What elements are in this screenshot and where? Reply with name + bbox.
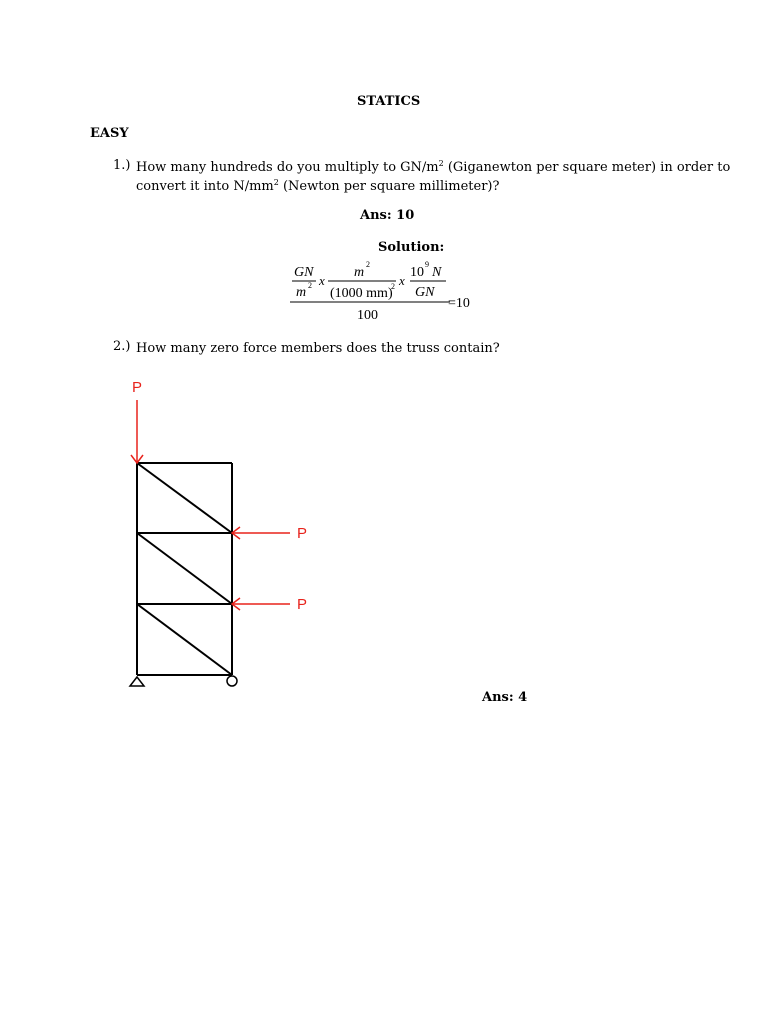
formula-f3-numerator-base: 10 xyxy=(410,265,424,280)
question-2-text: How many zero force members does the truss contain? xyxy=(136,341,500,356)
question-1-line-1-pre: How many hundreds do you multiply to GN/m xyxy=(136,160,439,175)
question-1-line-2-pre: convert it into N/mm xyxy=(136,179,274,194)
truss-diagonal-1 xyxy=(137,463,232,533)
truss-diagonal-2 xyxy=(137,533,232,604)
solution-label: Solution: xyxy=(378,240,445,255)
question-1-line-2-sup: 2 xyxy=(273,178,279,187)
roller-support-icon xyxy=(227,676,237,686)
formula-f3-denominator: GN xyxy=(415,285,435,300)
formula-times-1: x xyxy=(319,273,325,288)
question-1-number: 1.) xyxy=(113,158,131,173)
formula-f3-numerator-unit: N xyxy=(432,265,442,280)
formula-times-2: x xyxy=(399,273,405,288)
question-1-answer: Ans: 10 xyxy=(360,208,415,223)
truss-diagonal-3 xyxy=(137,604,232,675)
pin-support-icon xyxy=(130,677,144,686)
formula-f2-denominator-exponent: 2 xyxy=(391,282,395,291)
formula-f3-numerator-exponent: 9 xyxy=(425,260,429,269)
section-heading: EASY xyxy=(90,126,129,141)
formula-f2-numerator-exponent: 2 xyxy=(366,260,370,269)
load-label-lower: P xyxy=(297,596,308,613)
question-1-line-1-sup: 2 xyxy=(438,159,444,168)
load-label-top: P xyxy=(132,379,143,396)
formula-outer-denominator: 100 xyxy=(357,308,378,323)
document-title: STATICS xyxy=(357,94,421,109)
formula-f1-denominator: m xyxy=(296,285,307,300)
formula-f1-denominator-exponent: 2 xyxy=(308,281,312,290)
question-1-line-1-post: (Giganewton per square meter) in order to xyxy=(443,160,731,175)
question-2-answer: Ans: 4 xyxy=(482,690,528,705)
formula-result: =10 xyxy=(448,296,470,311)
formula-f2-numerator: m xyxy=(354,265,365,280)
formula-f2-denominator: (1000 mm) xyxy=(330,286,393,301)
load-label-middle: P xyxy=(297,525,308,542)
question-1-line-2-post: (Newton per square millimeter)? xyxy=(278,179,500,194)
question-2-number: 2.) xyxy=(113,339,131,354)
formula-f1-numerator: GN xyxy=(294,265,314,280)
